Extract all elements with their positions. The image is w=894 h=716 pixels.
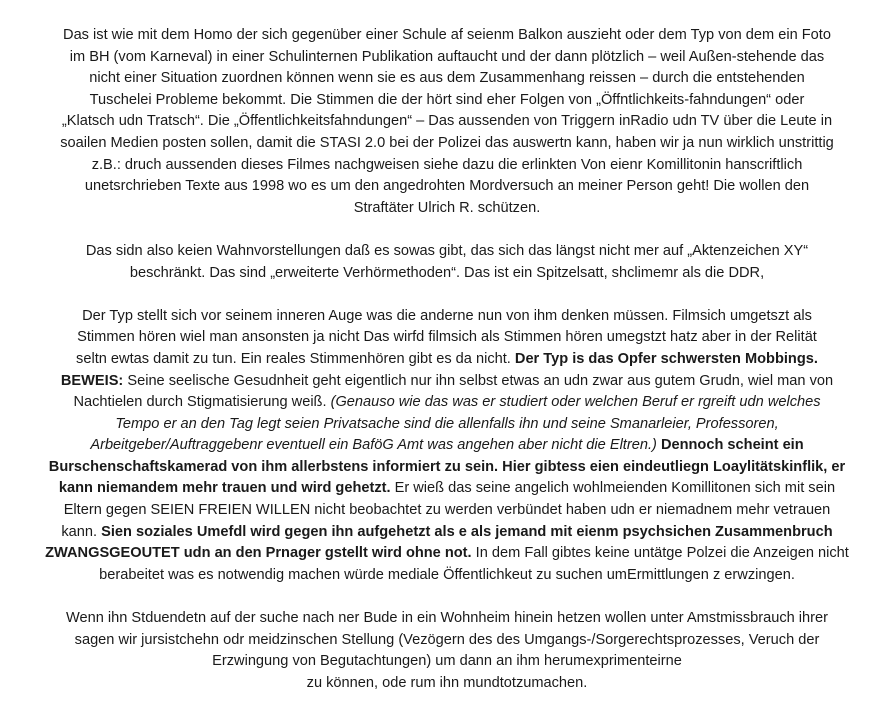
text-run: soailen Medien posten sollen, damit die STASI 2.0 bei der Polizei das auswertn kann, haben wir ja nun wirklich unstrittig — [60, 134, 834, 151]
text-line — [12, 414, 882, 436]
bold-text-run: Sien soziales Umefdl wird gegen ihn aufgehetzt als e als jemand mit eienm psychsichen Zusammenbruch — [101, 523, 833, 540]
text-line — [12, 478, 882, 500]
text-line — [12, 133, 882, 155]
text-line — [12, 371, 882, 393]
text-run: Das ist wie mit dem Homo der sich gegenüber einer Schule af seienm Balkon auszieht oder dem Typ von dem ein Foto — [63, 27, 831, 43]
bold-text-run: Dennoch scheint ein — [660, 437, 804, 454]
bold-text-run: kann niemandem mehr trauen und wird gehetzt. — [58, 480, 391, 497]
text-line — [12, 176, 882, 198]
text-run: Seine seelische Gesudnheit geht eigentlich nur ihn selbst etwas an udn zwar aus gutem Grudn, wiel man von — [123, 372, 834, 389]
text-run: Tuschelei Probleme bekommt. Die Stimmen die der hört sind eher Folgen von „Öffntlichkeits-fahndungen“ oder — [89, 91, 805, 108]
text-line — [12, 543, 882, 565]
text-line — [12, 263, 882, 285]
italic-text-run: Arbeitgeber/Auftraggebenr eventuell ein BaföG Amt was angehen aber nicht die Eltren.) — [90, 437, 661, 454]
paragraph — [12, 608, 882, 694]
text-run: Stimmen hören wiel man ansonsten ja nicht Das wirfd filmsich als Stimmen hören umegstzt hatz aber in der Relität — [77, 329, 817, 346]
bold-text-run: ZWANGSGEOUTET udn an den Prnager gstellt wird ohne not. — [45, 545, 472, 562]
text-line — [12, 306, 882, 328]
text-run: nicht einer Situation zuordnen können wenn sie es aus dem Zusammenhang reissen – durch die entstehenden — [89, 70, 805, 87]
text-line — [12, 349, 882, 371]
text-run: kann. — [61, 523, 102, 540]
text-run: Das sidn also keien Wahnvorstellungen daß es sowas gibt, das sich das längst nicht mer auf „Aktenzeichen XY“ — [85, 242, 809, 259]
italic-text-run: (Genauso wie das was er studiert oder welchen Beruf er rgreift udn welches — [330, 394, 821, 411]
text-line — [12, 651, 882, 673]
paragraph — [12, 25, 882, 219]
text-run: im BH (vom Karneval) in einer Schulinternen Publikation auftaucht und der dann plötzlich – weil Außen-stehende das — [69, 48, 825, 65]
text-line — [12, 630, 882, 652]
text-run: „Klatsch udn Tratsch“. Die „Öffentlichkeitsfahndungen“ – Das aussenden von Triggern inRadio udn TV über die Leute in — [61, 113, 833, 130]
text-line — [12, 90, 882, 112]
text-run: unetsrchrieben Texte aus 1998 wo es um den angedrohten Mordversuch an meiner Person geht! Die wollen den — [84, 178, 810, 195]
text-line — [12, 435, 882, 457]
text-line — [12, 111, 882, 133]
text-run: z.B.: druch aussenden dieses Filmes nachgweisen siehe dazu die erlinkten Von eienr Komillitonin hanscriftlich — [91, 156, 803, 173]
text-line — [12, 392, 882, 414]
text-run: zu können, ode rum ihn mundtotzumachen. — [306, 674, 588, 691]
text-line — [12, 327, 882, 349]
paragraph — [12, 241, 882, 284]
text-run: seltn ewtas damit zu tun. Ein reales Stimmenhören gibt es da nicht. — [76, 350, 515, 367]
text-run: Nachtielen durch Stigmatisierung weiß. — [73, 394, 331, 411]
text-line — [12, 47, 882, 69]
text-line — [12, 565, 882, 587]
text-line — [12, 457, 882, 479]
text-line — [12, 68, 882, 90]
text-run: Er wieß das seine angelich wohlmeienden Komillitonen sich mit sein — [390, 480, 836, 497]
bold-text-run: Der Typ is das Opfer schwersten Mobbings. — [514, 350, 818, 367]
text-run: Erzwingung von Begutachtungen) um dann an ihm herumexprimenteirne — [212, 653, 682, 670]
italic-text-run: Tempo er an den Tag legt seien Privatsache sind die allenfalls ihn und seine Smanarleier, Professoren, — [115, 415, 779, 432]
text-run: beschränkt. Das sind „erweiterte Verhörmethoden“. Das ist ein Spitzelsatt, shclimemr als die DDR, — [129, 264, 765, 281]
paragraph — [12, 306, 882, 587]
text-line — [12, 155, 882, 177]
text-line — [12, 522, 882, 544]
document-body — [12, 25, 882, 716]
text-run: Der Typ stellt sich vor seinem inneren Auge was die anderne nun von ihm denken müssen. Filmsich umgetszt als — [82, 307, 812, 324]
text-run: berabeitet was es notwendig machen würde mediale Öffentlichkeut zu suchen umErmittlungen z erwzingen. — [99, 566, 795, 583]
text-run: Wenn ihn Stduendetn auf der suche nach ner Bude in ein Wohnheim hinein hetzen wollen unter Amstmissbrauch ihrer — [65, 610, 829, 627]
text-run: Eltern gegen SEIEN FREIEN WILLEN nicht beobachtet zu werden verbündet haben udn er niemadnem mehr vetrauen — [63, 502, 831, 519]
text-line — [12, 500, 882, 522]
bold-text-run: Burschenschaftskamerad von ihm allerbstens informiert zu sein. Hier gibtess eien eindeutliegn Loaylitätskinflik, er — [48, 458, 846, 475]
text-line — [12, 198, 882, 220]
text-line — [12, 608, 882, 630]
text-line — [12, 241, 882, 263]
text-run: In dem Fall gibtes keine untätge Polzei die Anzeigen nicht — [471, 545, 849, 562]
text-line — [12, 25, 882, 47]
bold-text-run: BEWEIS: — [60, 372, 124, 389]
text-run: sagen wir jursistchehn odr meidzinschen Stellung (Vezögern des des Umgangs-/Sorgerechtsprozesses, Veruch der — [74, 631, 820, 648]
text-line — [12, 673, 882, 695]
text-run: Straftäter Ulrich R. schützen. — [353, 199, 541, 216]
